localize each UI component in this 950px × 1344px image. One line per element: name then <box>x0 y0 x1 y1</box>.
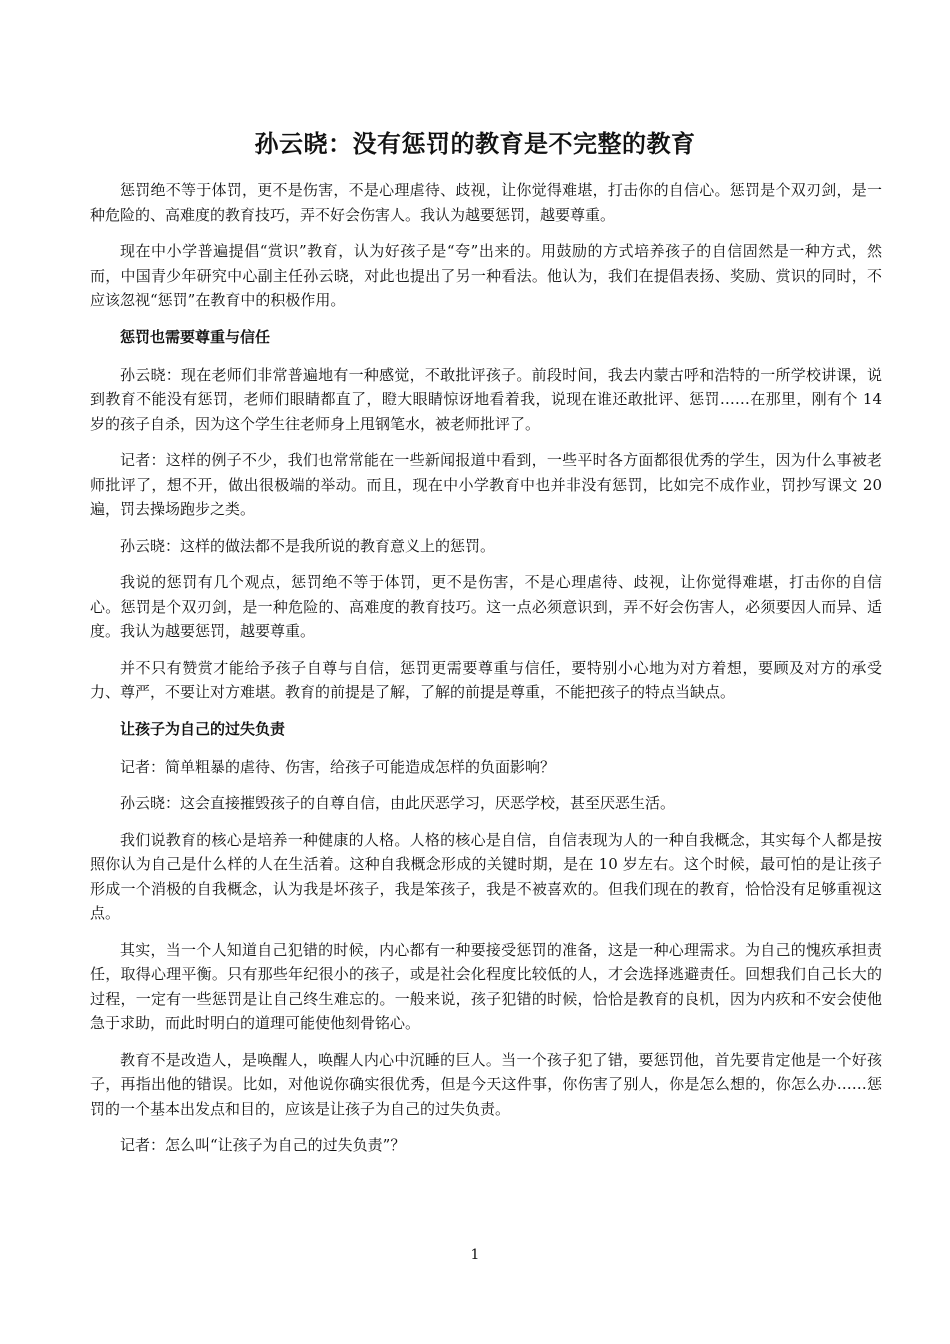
paragraph: 并不只有赞赏才能给予孩子自尊与自信，惩罚更需要尊重与信任，要特别小心地为对方着想，要顾及对方的承受力、尊严，不要让对方难堪。教育的前提是了解，了解的前提是尊重，不能把孩子的特点当缺点。 <box>90 658 882 701</box>
paragraph: 孙云晓：这会直接摧毁孩子的自尊自信，由此厌恶学习，厌恶学校，甚至厌恶生活。 <box>120 794 676 812</box>
paragraph: 其实，当一个人知道自己犯错的时候，内心都有一种要接受惩罚的准备，这是一种心理需求。为自己的愧疚承担责任，取得心理平衡。只有那些年纪很小的孩子，或是社会化程度比较低的人，才会选择逃避责任。回想我们自己长大的过程，一定有一些惩罚是让自己终生难忘的。一般来说，孩子犯错的时候，恰恰是教育的良机，因为内疚和不安会使他急于求助，而此时明白的道理可能使他刻骨铭心。 <box>90 940 882 1032</box>
section-heading: 让孩子为自己的过失负责 <box>120 719 286 738</box>
paragraph: 孙云晓：这样的做法都不是我所说的教育意义上的惩罚。 <box>120 536 496 555</box>
paragraph: 我们说教育的核心是培养一种健康的人格。人格的核心是自信，自信表现为人的一种自我概念，其实每个人都是按照你认为自己是什么样的人在生活着。这种自我概念形成的关键时期，是在 10 岁左右。这个时候，最可怕的是让孩子形成一个消极的自我概念，认为我是坏孩子，我是笨孩子，我是不被喜欢的。但我们现在的教育，恰恰没有足够重视这点。 <box>90 830 882 922</box>
paragraph: 记者：这样的例子不少，我们也常常能在一些新闻报道中看到，一些平时各方面都很优秀的学生，因为什么事被老师批评了，想不开，做出很极端的举动。而且，现在中小学教育中也并非没有惩罚，比如完不成作业，罚抄写课文 20 遍，罚去操场跑步之类。 <box>90 451 882 518</box>
paragraph: 我说的惩罚有几个观点，惩罚绝不等于体罚，更不是伤害，不是心理虐待、歧视，让你觉得难堪，打击你的自信心。惩罚是个双刃剑，是一种危险的、高难度的教育技巧。这一点必须意识到，弄不好会伤害人，必须要因人而异、适度。我认为越要惩罚，越要尊重。 <box>90 573 882 640</box>
paragraph: 现在中小学普遍提倡“赏识”教育，认为好孩子是“夸”出来的。用鼓励的方式培养孩子的自信固然是一种方式，然而，中国青少年研究中心副主任孙云晓，对此也提出了另一种看法。他认为，我们在提倡表扬、奖励、赏识的同时，不应该忽视“惩罚”在教育中的积极作用。 <box>90 242 882 309</box>
paragraph: 记者：怎么叫“让孩子为自己的过失负责”？ <box>120 1136 406 1154</box>
page-title: 孙云晓：没有惩罚的教育是不完整的教育 <box>254 130 696 158</box>
paragraph: 教育不是改造人，是唤醒人，唤醒人内心中沉睡的巨人。当一个孩子犯了错，要惩罚他，首先要肯定他是一个好孩子，再指出他的错误。比如，对他说你确实很优秀，但是今天这件事，你伤害了别人，你是怎么想的，你怎么办……惩罚的一个基本出发点和目的，应该是让孩子为自己的过失负责。 <box>90 1050 882 1118</box>
page-number: 1 <box>470 1247 480 1263</box>
paragraph: 记者：简单粗暴的虐待、伤害，给孩子可能造成怎样的负面影响？ <box>120 757 556 776</box>
paragraph: 惩罚绝不等于体罚，更不是伤害，不是心理虐待、歧视，让你觉得难堪，打击你的自信心。惩罚是个双刃剑，是一种危险的、高难度的教育技巧，弄不好会伤害人。我认为越要惩罚，越要尊重。 <box>90 181 882 224</box>
paragraph: 孙云晓：现在老师们非常普遍地有一种感觉，不敢批评孩子。前段时间，我去内蒙古呼和浩特的一所学校讲课，说到教育不能没有惩罚，老师们眼睛都直了，瞪大眼睛惊讶地看着我，说现在谁还敢批评、惩罚……在那里，刚有个 14 岁的孩子自杀，因为这个学生往老师身上甩钢笔水，被老师批评了。 <box>90 365 882 433</box>
section-heading: 惩罚也需要尊重与信任 <box>120 327 271 346</box>
article-body <box>90 178 882 1170</box>
